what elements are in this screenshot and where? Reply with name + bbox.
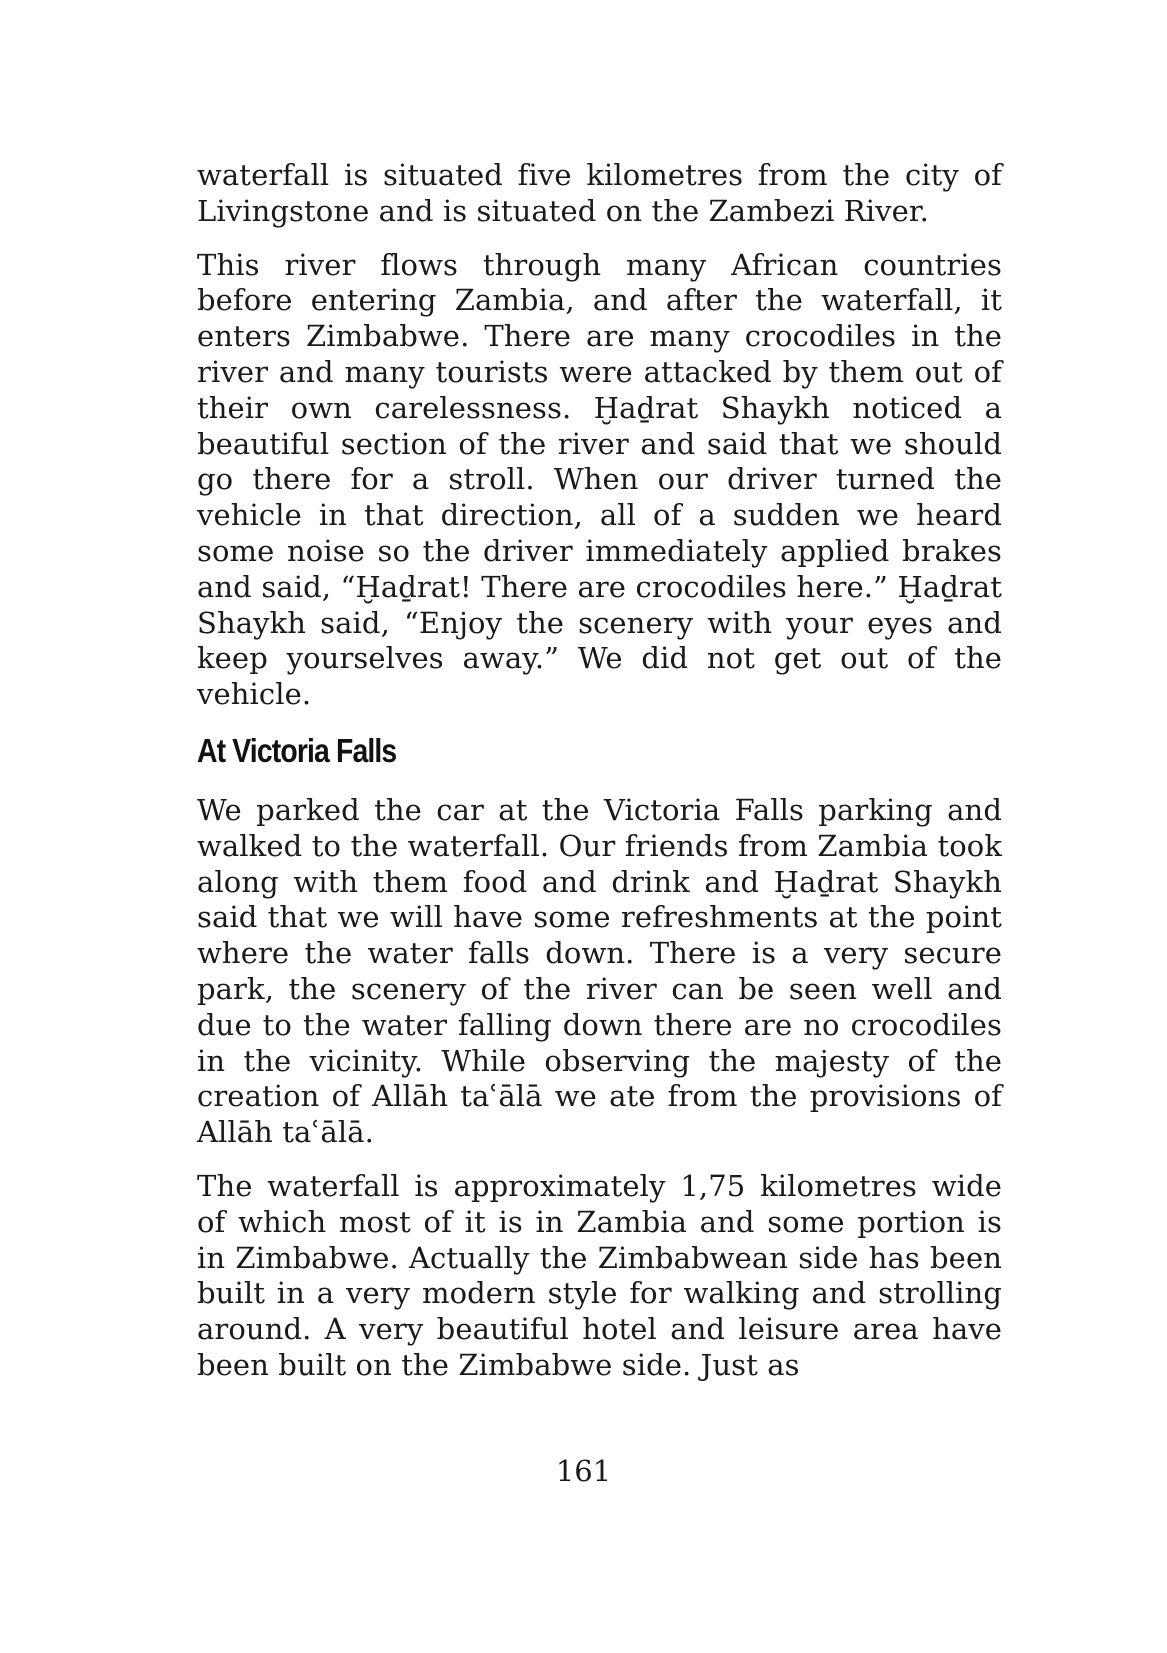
paragraph-2: This river flows through many African countries before entering Zambia, and after the waterfall, it enters Zimbabwe. There are many crocodiles in the river and many tourists were attacked by them out of their own carelessness. Ḫaḏrat Shaykh noticed a beautiful section of the river and said that we should go there for a stroll. When our driver turned the vehicle in that direction, all of a sudden we heard some noise so the driver immediately applied brakes and said, “Ḫaḏrat! There are crocodiles here.” Ḫaḏrat Shaykh said, “Enjoy the scenery with your eyes and keep yourselves away.” We did not get out of the vehicle. <box>197 247 1002 712</box>
paragraph-4: The waterfall is approximately 1,75 kilometres wide of which most of it is in Zambia and some portion is in Zimbabwe. Actually the Zimbabwean side has been built in a very modern style for walking and strolling around. A very beautiful hotel and leisure area have been built on the Zimbabwe side. Just as <box>197 1168 1002 1382</box>
page-number: 161 <box>555 1454 612 1488</box>
section-heading: At Victoria Falls <box>197 731 397 769</box>
paragraph-1: waterfall is situated five kilometres from the city of Livingstone and is situated on the Zambezi River. <box>197 158 1002 228</box>
page-body <box>197 158 1002 1402</box>
paragraph-3: We parked the car at the Victoria Falls parking and walked to the waterfall. Our friends from Zambia took along with them food and drink and Ḫaḏrat Shaykh said that we will have some refreshments at the point where the water falls down. There is a very secure park, the scenery of the river can be seen well and due to the water falling down there are no crocodiles in the vicinity. While observing the majesty of the creation of Allāh taʿālā we ate from the provisions of Allāh taʿālā. <box>197 792 1002 1150</box>
